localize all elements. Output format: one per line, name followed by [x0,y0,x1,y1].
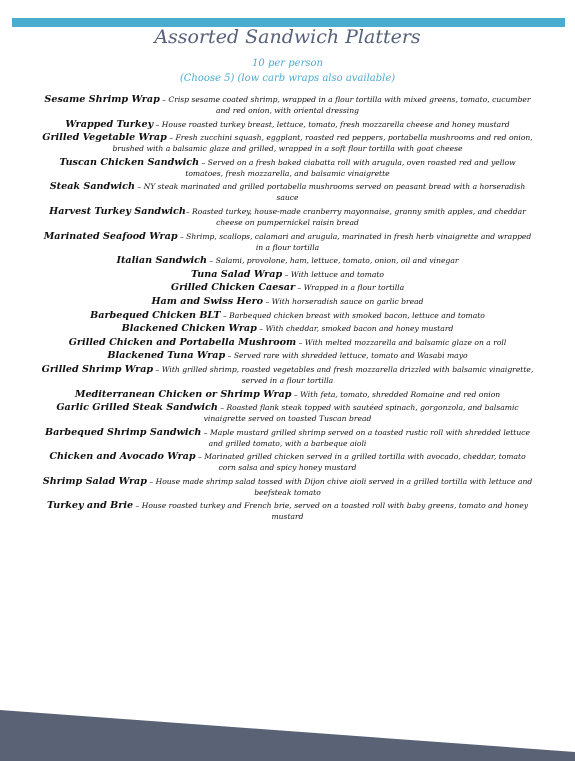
menu-item [40,181,535,203]
menu-item-name: Steak Sandwich [49,181,135,193]
menu-item-description: – With horseradish sauce on garlic bread [263,296,424,306]
footer-decoration [0,700,575,761]
price-note: 10 per person [252,58,323,69]
menu-item [40,157,535,179]
menu-item-description: – With grilled shrimp, roasted vegetables and fresh mozzarella drizzled with balsamic vinaigrette, served in a flour tortilla [153,364,534,385]
menu-item [40,476,535,498]
menu-item [40,402,535,424]
menu-item [40,350,535,361]
menu-item-description: – Salami, provolone, ham, lettuce, tomato, onion, oil and vinegar [207,256,459,266]
menu-item-description: – With melted mozzarella and balsamic glaze on a roll [296,337,507,347]
menu-item [40,94,535,116]
menu-item-name: Sesame Shrimp Wrap [44,94,160,105]
menu-item-name: Blackened Tuna Wrap [107,350,226,362]
menu-item-list [40,94,535,525]
menu-item-description: – House roasted turkey breast, lettuce, tomato, fresh mozzarella cheese and honey mustard [153,119,510,129]
menu-item-description: – House made shrimp salad tossed with Dijon chive aioli served in a grilled tortilla with lettuce and beefsteak tomato [146,476,533,497]
menu-item-name: Tuna Salad Wrap [191,268,283,280]
menu-item-description: – Served on a fresh baked ciabatta roll with arugula, oven roasted red and yellow tomatoes, fresh mozzarella, and balsamic vinaigrette [185,157,516,178]
menu-item-description: – Marinated grilled chicken served in a grilled tortilla with avocado, cheddar, tomato corn salsa and spicy honey mustard [195,452,526,473]
menu-item-description: – Wrapped in a flour tortilla [295,283,405,293]
menu-item [40,389,535,400]
menu-item-description: – House roasted turkey and French brie, served on a toasted roll with baby greens, tomato and honey mustard [133,501,528,522]
menu-item-description: – With lettuce and tomato [282,269,384,279]
menu-item-name: Blackened Chicken Wrap [121,323,257,335]
menu-item [40,231,535,253]
menu-item-description: – Barbequed chicken breast with smoked bacon, lettuce and tomato [220,310,485,320]
menu-item [40,337,535,348]
menu-item [40,255,535,266]
menu-item [40,282,535,293]
menu-item-name: Harvest Turkey Sandwich [49,205,186,217]
menu-item-name: Ham and Swiss Hero [151,295,264,307]
menu-item-name: Grilled Shrimp Wrap [41,363,154,375]
menu-item-description: – Crisp sesame coated shrimp, wrapped in a flour tortilla with mixed greens, tomato, cucumber and red onion, with oriental dressing [159,95,531,115]
menu-item-name: Grilled Chicken and Portabella Mushroom [68,336,297,348]
menu-item-description: – Roasted flank steak topped with sautéed spinach, gorgonzola, and balsamic vinaigrette served on toasted Tuscan bread [203,403,519,424]
menu-item [40,132,535,154]
menu-item-name: Grilled Chicken Caesar [170,282,295,294]
menu-item-name: Mediterranean Chicken or Shrimp Wrap [74,388,292,400]
footer-wedge-shape [0,710,575,761]
menu-item-description: – Shrimp, scallops, calamari and arugula, marinated in fresh herb vinaigrette and wrapped in a flour tortilla [177,231,532,252]
menu-item-name: Chicken and Avocado Wrap [49,451,196,463]
menu-item-name: Italian Sandwich [116,255,208,267]
menu-item [40,323,535,334]
footer-wedge-graphic [0,700,575,761]
menu-item [40,427,535,449]
menu-item [40,451,535,473]
menu-item-name: Turkey and Brie [46,500,134,512]
menu-item-description: – With feta, tomato, shredded Romaine and red onion [291,389,501,399]
menu-item [40,310,535,321]
menu-item-name: Barbequed Chicken BLT [90,309,221,321]
menu-item-description: – Fresh zucchini squash, eggplant, roasted red peppers, portabella mushrooms and red onion, brushed with a balsamic glaze and grilled, wrapped in a soft flour tortilla with goat cheese [112,133,533,154]
menu-item-name: Grilled Vegetable Wrap [42,132,167,144]
menu-item-description: – Roasted turkey, house-made cranberry mayonnaise, granny smith apples, and cheddar cheese on pumpernickel raisin bread [185,206,526,227]
menu-item-description: – NY steak marinated and grilled portabella mushrooms served on peasant bread with a horseradish sauce [134,182,526,203]
menu-item [40,269,535,280]
menu-item-description: – With cheddar, smoked bacon and honey mustard [256,324,454,334]
menu-item [40,500,535,522]
page-title: Assorted Sandwich Platters [154,26,421,48]
menu-item [40,119,535,130]
menu-item [40,296,535,307]
menu-item-description: – Maple mustard grilled shrimp served on a toasted rustic roll with shredded lettuce and grilled tomato, with a barbeque aioli [201,427,530,448]
menu-item-name: Shrimp Salad Wrap [42,475,147,487]
choose-note: (Choose 5) (low carb wraps also available) [179,73,396,84]
menu-item-name: Garlic Grilled Steak Sandwich [56,402,218,414]
menu-item [40,364,535,386]
menu-item [40,206,535,228]
menu-item-description: – Served rare with shredded lettuce, tomato and Wasabi mayo [225,351,468,361]
menu-item-name: Barbequed Shrimp Sandwich [44,426,202,438]
menu-item-name: Tuscan Chicken Sandwich [59,156,200,168]
menu-item-name: Marinated Seafood Wrap [43,230,178,242]
menu-item-name: Wrapped Turkey [65,118,154,130]
